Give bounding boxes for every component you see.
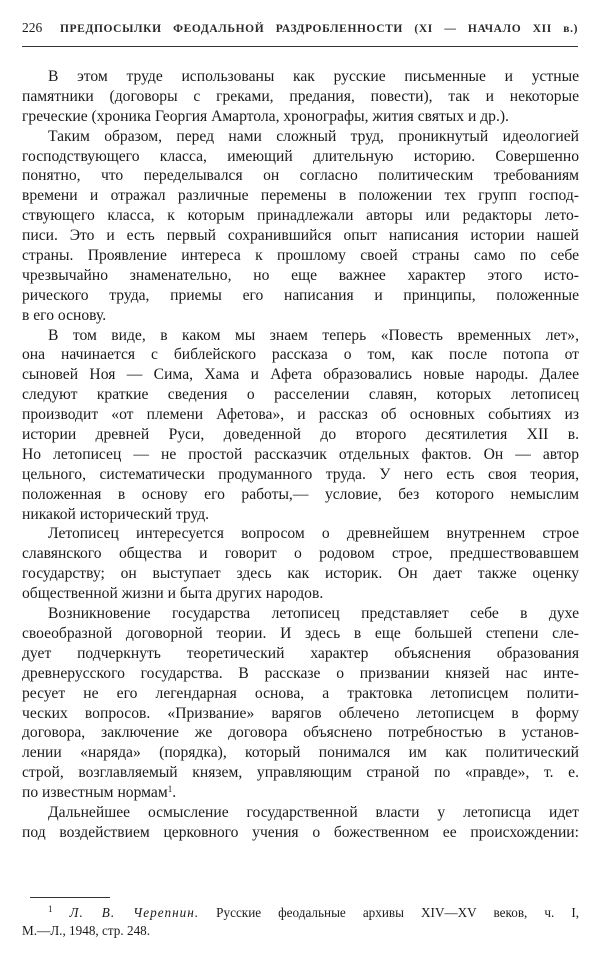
line-text: Но летописец — не простой рассказчик отдельных фактов. Он — автор xyxy=(22,445,579,463)
line-text: под воздействием церковного учения о божественном ее происхождении: xyxy=(22,823,579,841)
footnote xyxy=(22,904,579,940)
line-text: ресует не его легендарная основа, а трактовка летописцем полити- xyxy=(22,684,579,702)
text-line xyxy=(22,723,579,743)
text-line xyxy=(22,425,579,445)
footnote-author: Л. В. Черепнин. xyxy=(69,905,200,920)
text-line xyxy=(22,704,579,724)
text-line xyxy=(22,186,579,206)
line-text: времени и отражал различные перемены в положении тех групп господ- xyxy=(22,187,579,205)
paragraph xyxy=(22,326,579,525)
text-line xyxy=(22,763,579,783)
line-end-punctuation: . xyxy=(172,784,177,802)
text-line xyxy=(22,664,579,684)
line-text: лении «наряда» (порядка), который понимался им как политический xyxy=(22,744,579,762)
text-line xyxy=(22,147,579,167)
line-text: своеобразной договорной теории. И здесь в еще большей степени сле- xyxy=(22,624,579,642)
text-line xyxy=(22,107,579,127)
text-line xyxy=(22,604,579,624)
line-text: договора, заключение же договора объяснено потребностью в установ- xyxy=(22,724,579,742)
text-line xyxy=(22,166,579,186)
footnote-line-1 xyxy=(22,904,579,922)
text-line xyxy=(22,465,579,485)
text-line xyxy=(22,445,579,465)
text-line xyxy=(22,266,579,286)
line-text: строй, возглавляемый князем, управляющим страной по «правде», т. е. xyxy=(22,764,579,782)
paragraph xyxy=(22,67,579,127)
text-line xyxy=(22,246,579,266)
footnote-line-2: М.—Л., 1948, стр. 248. xyxy=(22,923,151,938)
text-line xyxy=(22,644,579,664)
text-line xyxy=(22,823,579,843)
line-text: Летописец интересуется вопросом о древнейшем внутреннем строе xyxy=(48,525,579,543)
paragraph xyxy=(22,524,579,604)
line-text: она начинается с библейского рассказа о том, как после потопа от xyxy=(22,346,579,364)
text-line xyxy=(22,584,579,604)
line-text: рического труда, приемы его написания и принципы, положенные xyxy=(22,286,579,304)
text-line xyxy=(22,385,579,405)
text-line xyxy=(22,743,579,763)
line-text: истории древней Руси, доведенной до второго десятилетия XII в. xyxy=(22,426,579,444)
line-text: писи. Это и есть первый сохранившийся опыт написания истории нашей xyxy=(22,227,579,245)
line-text: господствующего класса, имеющий длительную историю. Совершенно xyxy=(22,147,579,165)
line-text: В этом труде использованы как русские письменные и устные xyxy=(48,68,579,85)
text-line xyxy=(22,783,579,803)
line-text: Дальнейшее осмысление государственной власти у летописца идет xyxy=(48,803,579,821)
text-line xyxy=(22,365,579,385)
line-text: общественной жизни и быта других народов. xyxy=(22,585,324,603)
text-line xyxy=(22,206,579,226)
line-text: В том виде, в каком мы знаем теперь «Повесть временных лет», xyxy=(48,326,579,344)
line-text: Возникновение государства летописец представляет себе в духе xyxy=(48,605,579,623)
text-line xyxy=(22,564,579,584)
text-line xyxy=(22,226,579,246)
text-line xyxy=(22,286,579,306)
text-line xyxy=(22,544,579,564)
line-text: ствующего класса, к которым принадлежали авторы или редакторы лето- xyxy=(22,207,579,225)
line-text: следуют краткие сведения о расселении славян, которых летописец xyxy=(22,386,579,404)
text-line xyxy=(22,684,579,704)
line-text: страны. Проявление интереса к прошлому своей страны само по себе xyxy=(22,247,579,265)
running-title: ПРЕДПОСЫЛКИ ФЕОДАЛЬНОЙ РАЗДРОБЛЕННОСТИ (XI — НАЧАЛО XII в.) xyxy=(60,23,578,35)
line-text: ческих вопросов. «Призвание» варягов облечено летописцем в форму xyxy=(22,704,579,722)
text-line xyxy=(22,345,579,365)
line-text: греческие (хроника Георгия Амартола, хронографы, жития святых и др.). xyxy=(22,107,509,125)
line-text: никакой исторический труд. xyxy=(22,505,210,523)
text-line xyxy=(22,87,579,107)
line-text: по известным нормам xyxy=(22,784,168,802)
line-text: памятники (договоры с греками, предания, повести), так и некоторые xyxy=(22,87,579,105)
text-line xyxy=(22,67,579,87)
paragraph xyxy=(22,604,579,803)
line-text: положенная в основу его работы,— условие, без которого немыслим xyxy=(22,485,579,503)
text-line xyxy=(22,803,579,823)
line-text: государству; он выступает здесь как историк. Он дает также оценку xyxy=(22,565,579,583)
line-text: цельного, систематически продуманного труда. У него есть своя теория, xyxy=(22,465,579,483)
line-text: славянского общества и говорит о родовом строе, предшествовавшем xyxy=(22,545,579,563)
footnote-citation: Русские феодальные архивы XIV—XV веков, ч. I, xyxy=(216,905,580,920)
line-text: в его основу. xyxy=(22,306,107,324)
text-line xyxy=(22,624,579,644)
line-text: сыновей Ноя — Сима, Хама и Афета образовались новые народы. Далее xyxy=(22,366,579,384)
text-line xyxy=(22,505,579,525)
text-line xyxy=(22,485,579,505)
text-line xyxy=(22,127,579,147)
footnote-rule xyxy=(30,897,110,898)
footnote-reference[interactable]: 1 xyxy=(167,784,173,795)
running-header xyxy=(22,20,578,42)
line-text: чрезвычайно знаменательно, но еще важнее характер этого исто- xyxy=(22,266,579,284)
line-text: понятно, что переделывался он согласно политическим требованиям xyxy=(22,167,579,185)
text-line xyxy=(22,306,579,326)
header-rule xyxy=(22,46,578,47)
line-text: производит «от племени Афетова», и рассказ об основных событиях из xyxy=(22,406,579,424)
page-number: 226 xyxy=(22,20,43,35)
footnote-marker: 1 xyxy=(48,904,53,914)
line-text: древнерусского государства. В рассказе о призвании князей нас инте- xyxy=(22,664,579,682)
paragraph xyxy=(22,803,579,843)
text-line xyxy=(22,405,579,425)
text-line xyxy=(22,524,579,544)
paragraph xyxy=(22,127,579,326)
body-text xyxy=(22,67,579,843)
line-text: дует подчеркнуть теоретический характер объяснения образования xyxy=(22,644,579,662)
text-line xyxy=(22,326,579,346)
line-text: Таким образом, перед нами сложный труд, проникнутый идеологией xyxy=(48,127,579,145)
